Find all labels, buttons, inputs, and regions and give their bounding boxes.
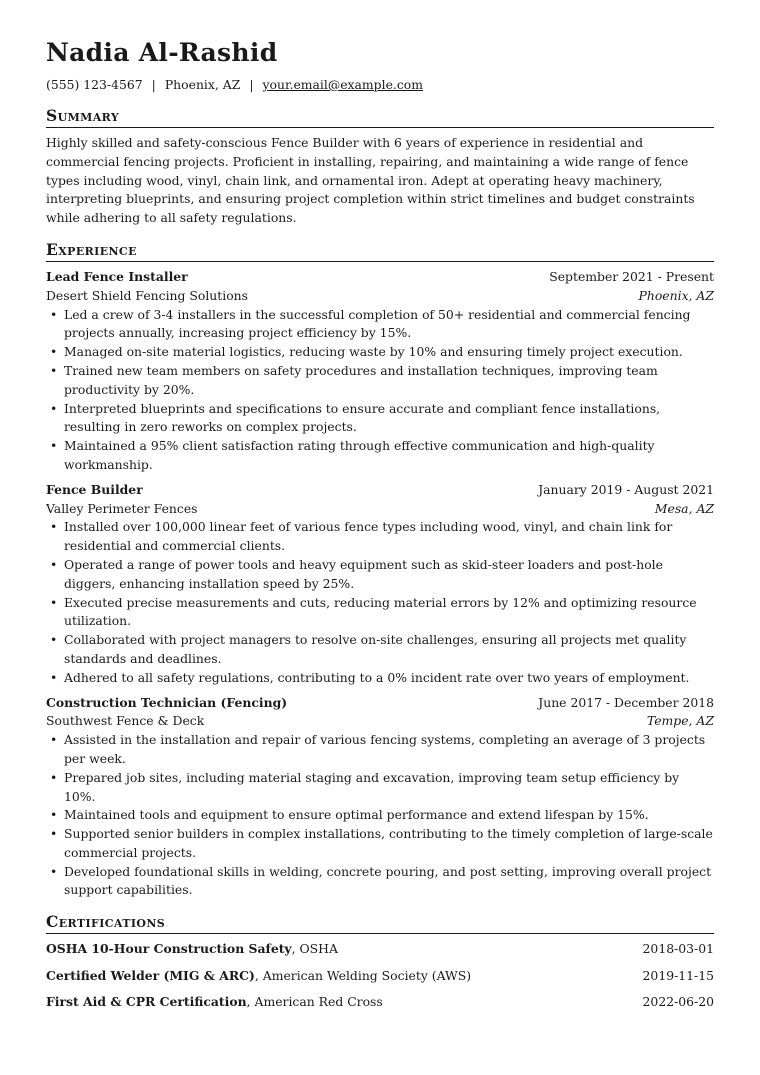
job-title: Construction Technician (Fencing) [46,694,288,710]
job-location: Phoenix, AZ [638,287,714,303]
bullet-item: • Interpreted blueprints and specifications to ensure accurate and compliant fence installations, resulting in zero reworks on complex projects. [64,400,714,438]
bullet-item: • Developed foundational skills in welding, concrete pouring, and post setting, improving overall project support capabilities. [64,863,714,901]
job-dates: June 2017 - December 2018 [538,694,714,710]
summary-heading: Summary [46,106,714,128]
job-dates: September 2021 - Present [549,268,714,284]
job-location: Tempe, AZ [646,713,714,729]
contact-line [46,76,714,94]
company-name: Valley Perimeter Fences [46,500,198,516]
job-bullets [46,731,714,900]
bullet-item: • Maintained tools and equipment to ensure optimal performance and extend lifespan by 15%. [64,806,714,825]
email-link[interactable]: your.email@example.com [262,77,423,92]
summary-text: Highly skilled and safety-conscious Fence Builder with 6 years of experience in residential and commercial fencing projects. Proficient in installing, repairing, and maintaining a wide range of fence types including wood, vinyl, chain link, and ornamental iron. Adept at operating heavy machinery, interpreting blueprints, and ensuring project completion within strict timelines and budget constraints while adhering to all safety regulations. [46,135,695,226]
job-bullets [46,518,714,687]
certification-date: 2018-03-01 [642,941,714,957]
bullet-item: • Managed on-site material logistics, reducing waste by 10% and ensuring timely project execution. [64,343,714,362]
job-entry [46,694,714,901]
certification-item [46,993,714,1011]
bullet-item: • Adhered to all safety regulations, contributing to a 0% incident rate over two years of employment. [64,669,714,688]
company-name: Desert Shield Fencing Solutions [46,287,249,303]
certification-issuer: , OSHA [291,941,338,957]
job-bullets [46,306,714,475]
candidate-name: Nadia Al-Rashid [46,38,278,67]
certification-date: 2022-06-20 [642,994,714,1010]
bullet-item: • Led a crew of 3-4 installers in the successful completion of 50+ residential and commercial fencing projects annually, increasing project efficiency by 15%. [64,306,714,344]
certification-issuer: , American Red Cross [246,994,383,1010]
location: Phoenix, AZ [164,77,241,92]
phone: (555) 123-4567 [46,77,143,92]
job-entry [46,481,714,688]
company-name: Southwest Fence & Deck [46,713,205,729]
bullet-item: • Assisted in the installation and repair of various fencing systems, completing an average of 3 projects per week. [64,731,714,769]
bullet-item: • Operated a range of power tools and heavy equipment such as skid-steer loaders and post-hole diggers, enhancing installation speed by 25%. [64,556,714,594]
bullet-item: • Installed over 100,000 linear feet of various fence types including wood, vinyl, and chain link for residential and commercial clients. [64,518,714,556]
certification-item [46,967,714,985]
bullet-item: • Executed precise measurements and cuts, reducing material errors by 12% and optimizing resource utilization. [64,594,714,632]
job-entry [46,268,714,475]
job-location: Mesa, AZ [654,500,714,516]
bullet-item: • Maintained a 95% client satisfaction rating through effective communication and high-quality workmanship. [64,437,714,475]
certification-name: Certified Welder (MIG & ARC) [46,967,255,983]
experience-heading: Experience [46,240,714,262]
separator: | [249,77,254,92]
separator: | [151,77,156,92]
bullet-item: • Trained new team members on safety procedures and installation techniques, improving team productivity by 20%. [64,362,714,400]
bullet-item: • Prepared job sites, including material staging and excavation, improving team setup efficiency by 10%. [64,769,714,807]
certification-name: First Aid & CPR Certification [46,994,247,1010]
job-title: Lead Fence Installer [46,268,188,284]
certification-item [46,940,714,958]
certification-name: OSHA 10-Hour Construction Safety [46,941,292,957]
job-dates: January 2019 - August 2021 [538,481,714,497]
bullet-item: • Collaborated with project managers to resolve on-site challenges, ensuring all projects met quality standards and deadlines. [64,631,714,669]
certifications-heading: Certifications [46,912,714,934]
job-title: Fence Builder [46,481,143,497]
certification-date: 2019-11-15 [642,967,714,983]
certification-issuer: , American Welding Society (AWS) [254,967,472,983]
bullet-item: • Supported senior builders in complex installations, contributing to the timely completion of large-scale commercial projects. [64,825,714,863]
